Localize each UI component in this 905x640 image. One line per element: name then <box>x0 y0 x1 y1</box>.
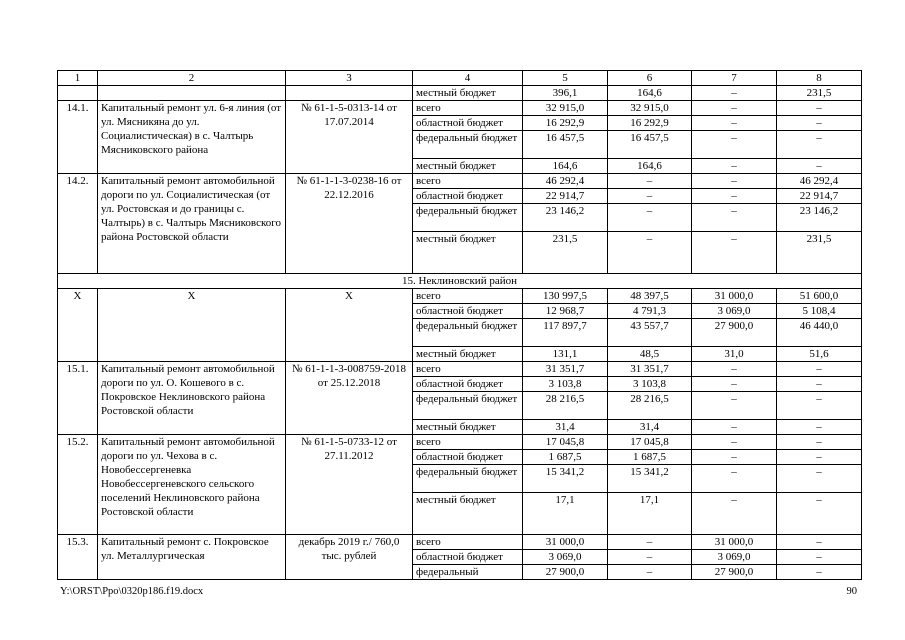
amount-cell: 31,4 <box>523 420 608 435</box>
column-number-row <box>58 71 862 86</box>
amount-cell: – <box>692 420 777 435</box>
object-name: Капитальный ремонт ул. 6-я линия (от ул. Мясникяна до ул. Социалистическая) в с. Чалтырь Мясниковского района <box>98 101 286 174</box>
amount-cell: – <box>608 565 692 580</box>
amount-cell: – <box>692 392 777 420</box>
budget-source: федеральный <box>413 565 523 580</box>
table-row <box>58 101 862 116</box>
amount-cell: – <box>692 131 777 159</box>
object-name: Капитальный ремонт с. Покровское ул. Металлургическая <box>98 535 286 580</box>
estimate-document: X <box>286 289 413 362</box>
budget-source: местный бюджет <box>413 420 523 435</box>
amount-cell: 3 069,0 <box>692 550 777 565</box>
amount-cell: – <box>692 101 777 116</box>
amount-cell: 28 216,5 <box>523 392 608 420</box>
amount-cell: 48,5 <box>608 347 692 362</box>
amount-cell: 5 108,4 <box>777 304 862 319</box>
table-row <box>58 535 862 550</box>
amount-cell: – <box>777 420 862 435</box>
amount-cell: 131,1 <box>523 347 608 362</box>
amount-cell: – <box>608 550 692 565</box>
estimate-document: декабрь 2019 г./ 760,0 тыс. рублей <box>286 535 413 580</box>
section-title-row <box>58 274 862 289</box>
item-number: 14.1. <box>58 101 98 174</box>
amount-cell: 15 341,2 <box>523 465 608 493</box>
budget-source: областной бюджет <box>413 377 523 392</box>
amount-cell: 3 069,0 <box>692 304 777 319</box>
name-empty <box>98 86 286 101</box>
amount-cell: – <box>692 159 777 174</box>
budget-source: местный бюджет <box>413 493 523 535</box>
budget-source: федеральный бюджет <box>413 392 523 420</box>
column-number: 3 <box>286 71 413 86</box>
estimate-document: № 61-1-1-3-008759-2018 от 25.12.2018 <box>286 362 413 435</box>
amount-cell: – <box>777 465 862 493</box>
amount-cell: – <box>608 232 692 274</box>
amount-cell: – <box>777 450 862 465</box>
amount-cell: 31 351,7 <box>523 362 608 377</box>
amount-cell: – <box>777 362 862 377</box>
amount-cell: 16 457,5 <box>608 131 692 159</box>
amount-cell: – <box>692 232 777 274</box>
budget-source: федеральный бюджет <box>413 465 523 493</box>
amount-cell: 3 069,0 <box>523 550 608 565</box>
amount-cell: – <box>692 465 777 493</box>
estimate-document: № 61-1-5-0313-14 от 17.07.2014 <box>286 101 413 174</box>
amount-cell: – <box>777 435 862 450</box>
amount-cell: 43 557,7 <box>608 319 692 347</box>
amount-cell: – <box>692 204 777 232</box>
doc-empty <box>286 86 413 101</box>
budget-source: всего <box>413 101 523 116</box>
amount-cell: 1 687,5 <box>608 450 692 465</box>
column-number: 2 <box>98 71 286 86</box>
amount-cell: 31,4 <box>608 420 692 435</box>
amount-cell: – <box>777 565 862 580</box>
amount-cell: 46 292,4 <box>523 174 608 189</box>
table-row <box>58 435 862 450</box>
estimate-document: № 61-1-1-3-0238-16 от 22.12.2016 <box>286 174 413 274</box>
budget-source: областной бюджет <box>413 116 523 131</box>
budget-source: всего <box>413 289 523 304</box>
amount-cell: 23 146,2 <box>777 204 862 232</box>
amount-cell: 31,0 <box>692 347 777 362</box>
item-number: 15.1. <box>58 362 98 435</box>
object-name: X <box>98 289 286 362</box>
budget-source: местный бюджет <box>413 232 523 274</box>
column-number: 1 <box>58 71 98 86</box>
object-name: Капитальный ремонт автомобильной дороги по ул. Социалистическая (от ул. Ростовская и до границы с. Чалтырь) в с. Чалтырь Мясниковского района Ростовской области <box>98 174 286 274</box>
budget-source: областной бюджет <box>413 550 523 565</box>
amount-cell: – <box>692 189 777 204</box>
amount-cell: 51,6 <box>777 347 862 362</box>
amount-cell: 17,1 <box>523 493 608 535</box>
amount-cell: – <box>608 174 692 189</box>
table-row <box>58 289 862 304</box>
amount-cell: 23 146,2 <box>523 204 608 232</box>
amount-cell: – <box>692 174 777 189</box>
amount-cell: 117 897,7 <box>523 319 608 347</box>
amount-cell: – <box>777 131 862 159</box>
page-number: 90 <box>846 586 857 597</box>
amount-cell: – <box>777 116 862 131</box>
budget-source: местный бюджет <box>413 159 523 174</box>
amount-cell: – <box>777 493 862 535</box>
amount-cell: 17,1 <box>608 493 692 535</box>
amount-cell: 46 440,0 <box>777 319 862 347</box>
amount-cell: 130 997,5 <box>523 289 608 304</box>
column-number: 7 <box>692 71 777 86</box>
budget-table <box>57 70 862 580</box>
column-number: 5 <box>523 71 608 86</box>
amount-cell: – <box>692 86 777 101</box>
item-number: 15.3. <box>58 535 98 580</box>
amount-cell: – <box>777 377 862 392</box>
amount-cell: 31 000,0 <box>692 289 777 304</box>
amount-cell: 231,5 <box>777 232 862 274</box>
item-number: X <box>58 289 98 362</box>
object-name: Капитальный ремонт автомобильной дороги по ул. О. Кошевого в с. Покровское Неклиновского района Ростовской области <box>98 362 286 435</box>
amount-cell: 164,6 <box>608 86 692 101</box>
num-empty <box>58 86 98 101</box>
table-row <box>58 174 862 189</box>
object-name: Капитальный ремонт автомобильной дороги по ул. Чехова в с. Новобессергеневка Новобессергеневского сельского поселений Неклиновского района Ростовской области <box>98 435 286 535</box>
column-number: 4 <box>413 71 523 86</box>
amount-cell: 12 968,7 <box>523 304 608 319</box>
amount-cell: 231,5 <box>777 86 862 101</box>
amount-cell: – <box>692 377 777 392</box>
amount-cell: – <box>608 204 692 232</box>
budget-source: областной бюджет <box>413 304 523 319</box>
amount-cell: 28 216,5 <box>608 392 692 420</box>
amount-cell: 31 351,7 <box>608 362 692 377</box>
amount-cell: – <box>777 101 862 116</box>
amount-cell: 17 045,8 <box>608 435 692 450</box>
amount-cell: 31 000,0 <box>692 535 777 550</box>
amount-cell: 27 900,0 <box>692 565 777 580</box>
file-path: Y:\ORST\Ppo\0320p186.f19.docx <box>60 586 204 597</box>
amount-cell: 27 900,0 <box>523 565 608 580</box>
amount-cell: 48 397,5 <box>608 289 692 304</box>
document-page <box>57 70 861 580</box>
column-number: 8 <box>777 71 862 86</box>
amount-cell: 231,5 <box>523 232 608 274</box>
amount-cell: – <box>777 392 862 420</box>
amount-cell: 3 103,8 <box>523 377 608 392</box>
amount-cell: – <box>777 535 862 550</box>
budget-source: всего <box>413 362 523 377</box>
column-number: 6 <box>608 71 692 86</box>
budget-source: областной бюджет <box>413 189 523 204</box>
table-row <box>58 86 862 101</box>
budget-source: всего <box>413 174 523 189</box>
budget-source: федеральный бюджет <box>413 319 523 347</box>
amount-cell: 396,1 <box>523 86 608 101</box>
budget-source: федеральный бюджет <box>413 204 523 232</box>
item-number: 14.2. <box>58 174 98 274</box>
amount-cell: 27 900,0 <box>692 319 777 347</box>
amount-cell: – <box>777 159 862 174</box>
budget-source: федеральный бюджет <box>413 131 523 159</box>
amount-cell: 51 600,0 <box>777 289 862 304</box>
amount-cell: 164,6 <box>608 159 692 174</box>
table-row <box>58 362 862 377</box>
amount-cell: 16 457,5 <box>523 131 608 159</box>
amount-cell: – <box>692 435 777 450</box>
amount-cell: – <box>692 362 777 377</box>
amount-cell: – <box>777 550 862 565</box>
amount-cell: – <box>692 493 777 535</box>
amount-cell: 15 341,2 <box>608 465 692 493</box>
section-title: 15. Неклиновский район <box>58 274 862 289</box>
amount-cell: 4 791,3 <box>608 304 692 319</box>
amount-cell: 17 045,8 <box>523 435 608 450</box>
amount-cell: 46 292,4 <box>777 174 862 189</box>
budget-source: всего <box>413 435 523 450</box>
amount-cell: 22 914,7 <box>777 189 862 204</box>
amount-cell: 3 103,8 <box>608 377 692 392</box>
amount-cell: – <box>692 450 777 465</box>
amount-cell: 31 000,0 <box>523 535 608 550</box>
amount-cell: – <box>608 189 692 204</box>
budget-source: местный бюджет <box>413 347 523 362</box>
amount-cell: – <box>692 116 777 131</box>
budget-source: местный бюджет <box>413 86 523 101</box>
amount-cell: – <box>608 535 692 550</box>
amount-cell: 16 292,9 <box>608 116 692 131</box>
amount-cell: 22 914,7 <box>523 189 608 204</box>
amount-cell: 32 915,0 <box>608 101 692 116</box>
estimate-document: № 61-1-5-0733-12 от 27.11.2012 <box>286 435 413 535</box>
amount-cell: 164,6 <box>523 159 608 174</box>
budget-source: областной бюджет <box>413 450 523 465</box>
item-number: 15.2. <box>58 435 98 535</box>
amount-cell: 16 292,9 <box>523 116 608 131</box>
budget-source: всего <box>413 535 523 550</box>
amount-cell: 1 687,5 <box>523 450 608 465</box>
amount-cell: 32 915,0 <box>523 101 608 116</box>
